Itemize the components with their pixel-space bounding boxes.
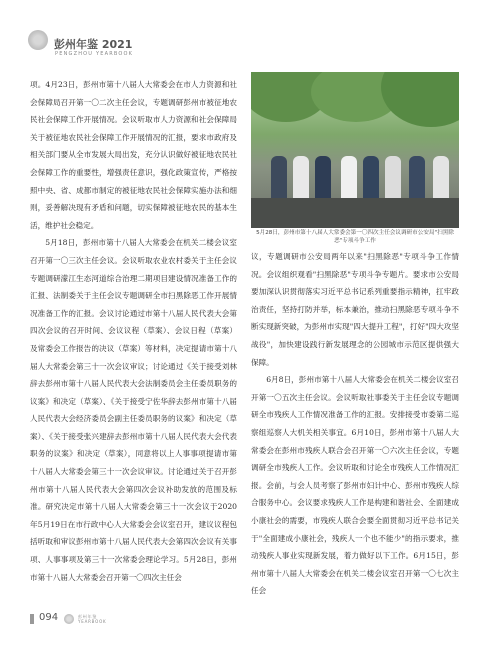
page-marker	[30, 614, 34, 624]
paragraph: 项。4月23日，彭州市第十八届人大常委会在市人力资源和社会保障局召开第一〇二次主任会议，专题调研彭州市被征地农民社会保障工作开展情况。会议听取市人力资源和社会保障局关于被征地农民社会保障工作开展情况的汇报，要求市政府及相关部门要从全市发展大局出发，充分认识做好被征地农民社会保障工作的重要性，增强责任意识，强化政策宣传，严格按照中央、省、成都市制定的被征地农民社会保障实施办法和细则，妥善解决现有矛盾和问题，切实保障被征地农民的基本生活，维护社会稳定。	[30, 80, 237, 230]
footer-logo-icon	[64, 614, 74, 624]
yearbook-logo-icon	[28, 30, 48, 50]
paragraph: 6月8日，彭州市第十八届人大常委会在机关二楼会议室召开第一〇五次主任会议。会议听取社事委关于主任会议专题调研全市残疾人工作情况准备工作的汇报。安排接受市委第二巡察组巡察人大机关相关事宜。6月10日，彭州市第十八届人大常委会在彭州市残疾人联合会召开第一〇六次主任会议，专题调研全市残疾人工作。会议听取和讨论全市残疾人工作情况汇报。会前，与会人员考察了彭州市妇计中心、彭州市残疾人综合服务中心。会议要求残疾人工作是构建和谐社会、全面建成小康社会的需要，市残疾人联合会要全面贯彻习近平总书记关于"全面建成小康社会，残疾人一个也不能少"的指示要求，推动残疾人事业实现新发展，着力做好以下工作。6月15日，彭州市第十八届人大常委会在机关二楼会议室召开第一〇七次主任会	[251, 375, 459, 596]
paragraph: 议，专题调研市公安局两年以来"扫黑除恶"专项斗争工作情况。会议组织观看"扫黑除恶"专项斗争专题片。要求市公安局要加深认识贯彻落实习近平总书记系列重要指示精神，扛牢政治责任，坚持打防并举，标本兼治，推动扫黑除恶专项斗争不断实现新突破，为彭州市实现"四大提升工程"，打好"四大攻坚战役"，加快建设践行新发展理念的公园城市示范区提供强大保障。	[251, 252, 459, 367]
page-number: 094	[39, 612, 59, 623]
page-footer	[30, 612, 460, 626]
page-header	[0, 0, 480, 62]
meeting-photo	[251, 72, 459, 228]
left-column	[30, 76, 237, 586]
right-column	[251, 248, 459, 600]
paragraph: 5月18日，彭州市第十八届人大常委会在机关二楼会议室召开第一〇三次主任会议。会议听取农业农村委关于主任会议专题调研濛江生态河道综合治理二期项目建设情况准备工作的汇报、法制委关于主任会议专题调研全市扫黑除恶工作开展情况准备工作的汇报。会议讨论通过市第十八届人民代表大会第四次会议的召开时间、会议议程（草案）、会议日程（草案）及常委会工作报告的决议（草案）等材料，决定提请市第十八届人大常委会第三十一次会议审议；讨论通过《关于接受刘林辞去彭州市第十八届人民代表大会法制委员会主任委员职务的议案》和决定（草案）、《关于接受宁佐华辞去彭州市第十八届人民代表大会经济委员会副主任委员职务的议案》和决定（草案）、《关于接受张兴建辞去彭州市第十八届人民代表大会代表职务的议案》和决定（草案），同意将以上人事事项提请市第十八届人大常委会第三十一次会议审议。讨论通过关于召开彭州市第十八届人民代表大会第四次会议补助发放的范围及标准。研究决定市第十八届人大常委会第三十一次会议于2020年5月19日在市行政中心人大常委会会议室召开，建议议程包括听取和审议彭州市第十八届人民代表大会第四次会议有关事项、人事事项及第三十一次常委会理论学习。5月28日，彭州市第十八届人大常委会召开第一〇四次主任会	[30, 238, 237, 582]
header-title: 彭州年鉴 2021	[54, 38, 133, 51]
header-subtitle: PENGZHOU YEARBOOK	[55, 51, 134, 57]
footer-yearbook-label	[78, 614, 106, 624]
footer-yearbook-cn: 彭州年鉴	[78, 614, 98, 619]
footer-yearbook-en: YEARBOOK	[78, 619, 107, 624]
photo-caption: 5月28日，彭州市第十八届人大常委会第一〇四次主任会议调研市公安局"扫黑除恶"专项斗争工作	[256, 230, 454, 244]
